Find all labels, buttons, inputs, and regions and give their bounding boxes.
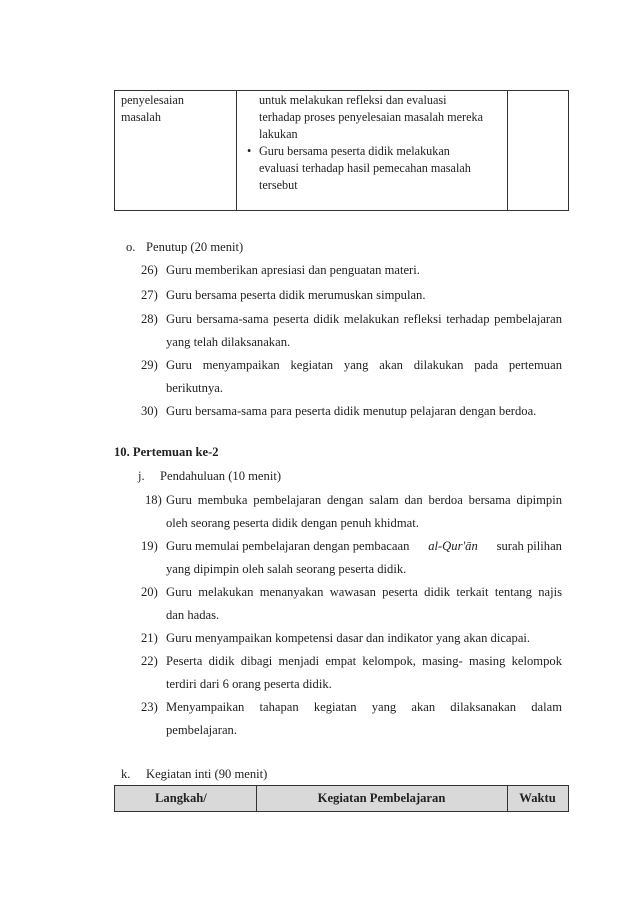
list-item: Guru melakukan menanyakan wawasan peserta didik terkait tentang najis (166, 585, 562, 599)
table-cell-activity: Guru bersama peserta didik melakukan (259, 144, 450, 158)
list-item-cont: oleh seorang peserta didik dengan penuh khidmat. (166, 516, 419, 530)
header-kegiatan: Kegiatan Pembelajaran (317, 791, 446, 805)
list-item: Guru menyampaikan kegiatan yang akan dilakukan pada pertemuan (166, 358, 562, 372)
bullet-icon: • (247, 144, 252, 158)
item-number: 21) (141, 631, 158, 645)
section-title-inti: Kegiatan inti (90 menit) (146, 767, 268, 781)
list-item-cont: yang dipimpin oleh salah seorang peserta didik. (166, 562, 407, 576)
item-number: 26) (141, 263, 158, 277)
table-cell-activity: evaluasi terhadap hasil pemecahan masalah (259, 161, 471, 175)
table-cell-activity: tersebut (259, 178, 298, 192)
list-marker: k. (121, 767, 131, 781)
section-title-pendahuluan: Pendahuluan (10 menit) (160, 469, 282, 483)
section-heading: 10. Pertemuan ke-2 (114, 445, 219, 459)
section-title-penutup: Penutup (20 menit) (146, 240, 244, 254)
item-number: 30) (141, 404, 158, 418)
list-item: Guru memulai pembelajaran dengan pembacaan al-Qur'ān surah pilihan (166, 539, 562, 553)
list-item: Guru membuka pembelajaran dengan salam dan berdoa bersama dipimpin (166, 493, 562, 507)
header-langkah: Langkah/ (155, 791, 207, 805)
list-item-cont: berikutnya. (166, 381, 224, 395)
table-cell-step: masalah (121, 110, 161, 124)
table-cell-activity: lakukan (259, 127, 298, 141)
item-number: 20) (141, 585, 158, 599)
list-item-cont: yang telah dilaksanakan. (166, 335, 291, 349)
item-number: 19) (141, 539, 158, 553)
item-number: 22) (141, 654, 158, 668)
list-item-cont: terdiri dari 6 orang peserta didik. (166, 677, 332, 691)
list-marker: j. (138, 469, 145, 483)
item-number: 27) (141, 288, 158, 302)
item-number: 23) (141, 700, 158, 714)
list-item-cont: dan hadas. (166, 608, 220, 622)
table-cell-step: penyelesaian (121, 93, 184, 107)
table-cell-activity: untuk melakukan refleksi dan evaluasi (259, 93, 447, 107)
list-item: Guru bersama-sama para peserta didik menutup pelajaran dengan berdoa. (166, 404, 537, 418)
list-item: Menyampaikan tahapan kegiatan yang akan dilaksanakan dalam (166, 700, 562, 714)
item-number: 29) (141, 358, 158, 372)
list-item: Guru bersama peserta didik merumuskan simpulan. (166, 288, 426, 302)
list-item: Peserta didik dibagi menjadi empat kelompok, masing- masing kelompok (166, 654, 562, 668)
list-item: Guru menyampaikan kompetensi dasar dan indikator yang akan dicapai. (166, 631, 531, 645)
header-waktu: Waktu (519, 791, 556, 805)
list-item: Guru bersama-sama peserta didik melakukan refleksi terhadap pembelajaran (166, 312, 562, 326)
item-number: 18) (145, 493, 162, 507)
list-marker: o. (126, 240, 136, 254)
table-cell-activity: terhadap proses penyelesaian masalah mereka (259, 110, 484, 124)
item-number: 28) (141, 312, 158, 326)
list-item-cont: pembelajaran. (166, 723, 237, 737)
list-item: Guru memberikan apresiasi dan penguatan materi. (166, 263, 420, 277)
